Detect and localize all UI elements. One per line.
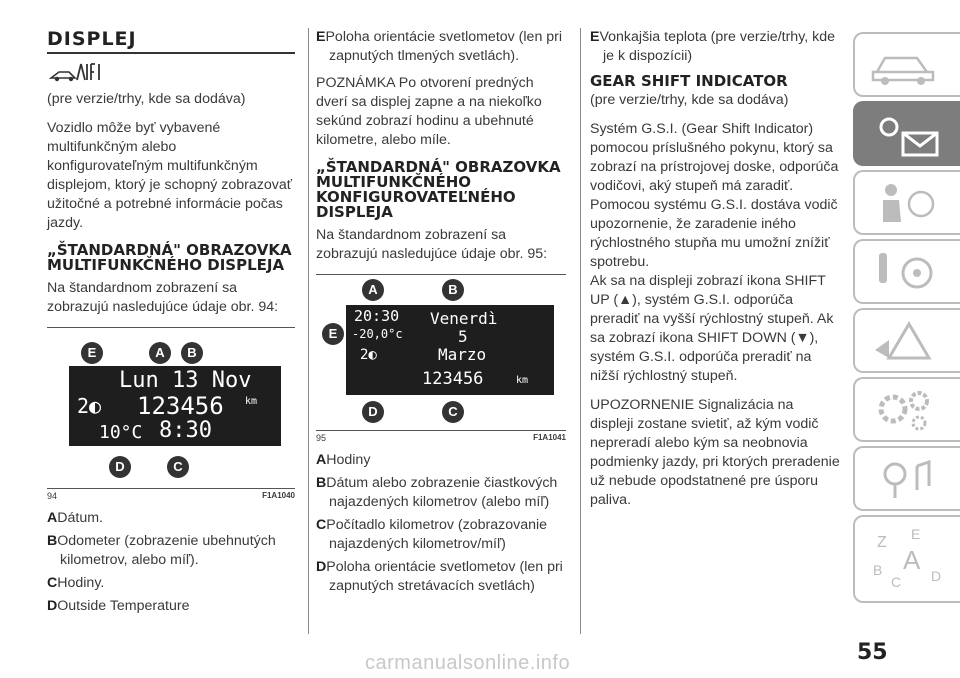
figure-94-caption xyxy=(47,489,295,503)
lcd-clock: 20:30 xyxy=(354,307,400,325)
column-3 xyxy=(590,28,840,520)
callout-e: E xyxy=(322,323,344,345)
callout-d: D xyxy=(109,456,131,478)
legend-item: CPočítadlo kilometrov (zobrazovanie najazdených kilometrov/míľ) xyxy=(316,517,548,552)
page-number: 55 xyxy=(857,640,888,665)
shift-up-icon: ▲ xyxy=(618,292,633,308)
callout-e: E xyxy=(81,342,103,364)
legend-item: ADátum. xyxy=(47,510,103,526)
legend-list xyxy=(47,509,295,616)
callout-d: D xyxy=(362,401,384,423)
availability-note: (pre verzie/trhy, kde sa dodáva) xyxy=(590,92,789,108)
lcd-date: 5 xyxy=(458,327,468,346)
figure-95 xyxy=(316,274,566,431)
tab-alphabet-index[interactable] xyxy=(853,515,960,603)
callout-a: A xyxy=(149,342,171,364)
svg-text:C: C xyxy=(891,574,902,590)
svg-text:D: D xyxy=(931,568,942,584)
subsection-heading: „ŠTANDARDNÁ" OBRAZOVKA MULTIFUNKČNÉHO DISPLEJA xyxy=(47,241,292,274)
callout-c: C xyxy=(442,401,464,423)
lcd-display xyxy=(69,366,281,446)
legend-list-continued xyxy=(316,28,566,66)
watermark: carmanualsonline.info xyxy=(365,652,571,674)
legend-item: BDátum alebo zobrazenie čiastkových najazdených kilometrov (alebo míľ) xyxy=(316,475,558,510)
lcd-day: Venerdì xyxy=(430,309,498,328)
lcd-headlight-icon: 2◐ xyxy=(360,347,377,363)
figure-95-caption xyxy=(316,431,566,445)
legend-list xyxy=(316,451,566,596)
lcd-temperature: 10°C xyxy=(99,422,143,443)
lcd-date: Lun 13 Nov xyxy=(119,368,252,393)
warning-paragraph: UPOZORNENIE Signalizácia na displeji zostane svietiť, až kým vodič nepreradí alebo kým sa neobnovia podmienky jazdy, pri ktorých preradenie už nebude opodstatnené pre úsporu paliva. xyxy=(590,397,840,508)
legend-item: EVonkajšia teplota (pre verzie/trhy, kde je k dispozícii) xyxy=(590,29,835,64)
callout-b: B xyxy=(181,342,203,364)
standard-screen-paragraph: Na štandardnom zobrazení sa zobrazujú nasledujúce údaje obr. 94: xyxy=(47,280,279,315)
legend-item: CHodiny. xyxy=(47,575,105,591)
callout-a: A xyxy=(362,279,384,301)
lcd-temperature: -20,0°c xyxy=(352,327,403,341)
subsection-heading: „ŠTANDARDNÁ" OBRAZOVKA MULTIFUNKČNÉHO KONFIGUROVATEĽNÉHO DISPLEJA xyxy=(316,158,561,221)
lcd-headlight-icon: 2◐ xyxy=(77,394,102,418)
legend-item: DOutside Temperature xyxy=(47,598,190,614)
version-icon xyxy=(47,60,295,86)
svg-text:A: A xyxy=(903,545,921,575)
tab-warning-light-envelope[interactable] xyxy=(853,101,960,166)
lcd-odometer-unit: km xyxy=(245,396,258,407)
tab-car[interactable] xyxy=(853,32,960,97)
figure-94 xyxy=(47,327,295,489)
callout-c: C xyxy=(167,456,189,478)
lcd-odometer-unit: km xyxy=(516,375,529,386)
figure-number: 94 xyxy=(47,491,58,501)
gsi-description: Systém G.S.I. (Gear Shift Indicator) pomocou príslušného pokynu, ktorý sa zobrazí na prístrojovej doske, odporúča vodičovi, aký stupeň má zaradiť. Pomocou systému G.S.I. dostáva vodič upozornenie, že zaradenie iného rýchlostného stupňa mu umožní znížiť spotrebu. xyxy=(590,121,839,270)
svg-text:E: E xyxy=(911,526,921,542)
svg-text:Z: Z xyxy=(877,534,887,551)
tab-seatbelt-airbag[interactable] xyxy=(853,170,960,235)
legend-item: BOdometer (zobrazenie ubehnutých kilometrov, alebo míľ). xyxy=(47,533,276,568)
note-paragraph: POZNÁMKA Po otvorení predných dverí sa displej zapne a na niekoľko sekúnd zobrazí hodinu a ubehnuté kilometre, alebo míle. xyxy=(316,75,542,148)
lcd-odometer: 123456 xyxy=(137,392,224,420)
lcd-month: Marzo xyxy=(438,345,487,364)
svg-text:B: B xyxy=(873,562,883,578)
subsection-heading: GEAR SHIFT INDICATOR xyxy=(590,72,788,90)
legend-list-continued xyxy=(590,28,840,66)
callout-b: B xyxy=(442,279,464,301)
tab-gears[interactable] xyxy=(853,377,960,442)
shift-down-icon: ▼ xyxy=(795,330,810,346)
intro-paragraph: Vozidlo môže byť vybavené multifunkčným alebo konfigurovateľným multifunkčným displejom, ktorý je schopný zobrazovať užitočné a potrebné informácie počas jazdy. xyxy=(47,120,293,231)
lcd-display xyxy=(346,305,554,395)
legend-item: AHodiny xyxy=(316,452,371,468)
lcd-clock: 8:30 xyxy=(159,418,212,443)
lcd-odometer: 123456 xyxy=(422,369,484,389)
tab-breakdown-triangle[interactable] xyxy=(853,308,960,373)
tab-navigation-music[interactable] xyxy=(853,446,960,511)
figure-number: 95 xyxy=(316,433,327,443)
availability-note: (pre verzie/trhy, kde sa dodáva) xyxy=(47,91,246,107)
legend-item: EPoloha orientácie svetlometov (len pri zapnutých tlmených svetlách). xyxy=(316,29,563,64)
column-1 xyxy=(47,28,295,620)
title-rule xyxy=(47,52,295,54)
section-title: DISPLEJ xyxy=(47,28,137,50)
column-2 xyxy=(316,28,566,600)
figure-code: F1A1041 xyxy=(533,433,566,442)
legend-item: DPoloha orientácie svetlometov (len pri zapnutých stretávacích svetlách) xyxy=(316,559,563,594)
figure-code: F1A1040 xyxy=(262,491,295,500)
standard-screen-paragraph: Na štandardnom zobrazení sa zobrazujú nasledujúce údaje obr. 95: xyxy=(316,227,548,262)
gsi-shift-paragraph: Ak sa na displeji zobrazí ikona SHIFT UP (▲), systém G.S.I. odporúča preradiť na vyšší rýchlostný stupeň. Ak sa zobrazí ikona SHIFT DOWN (▼), systém G.S.I. odporúča preradiť na nižší rýchlostný stupeň. xyxy=(590,273,834,384)
tab-key-steering-wheel[interactable] xyxy=(853,239,960,304)
